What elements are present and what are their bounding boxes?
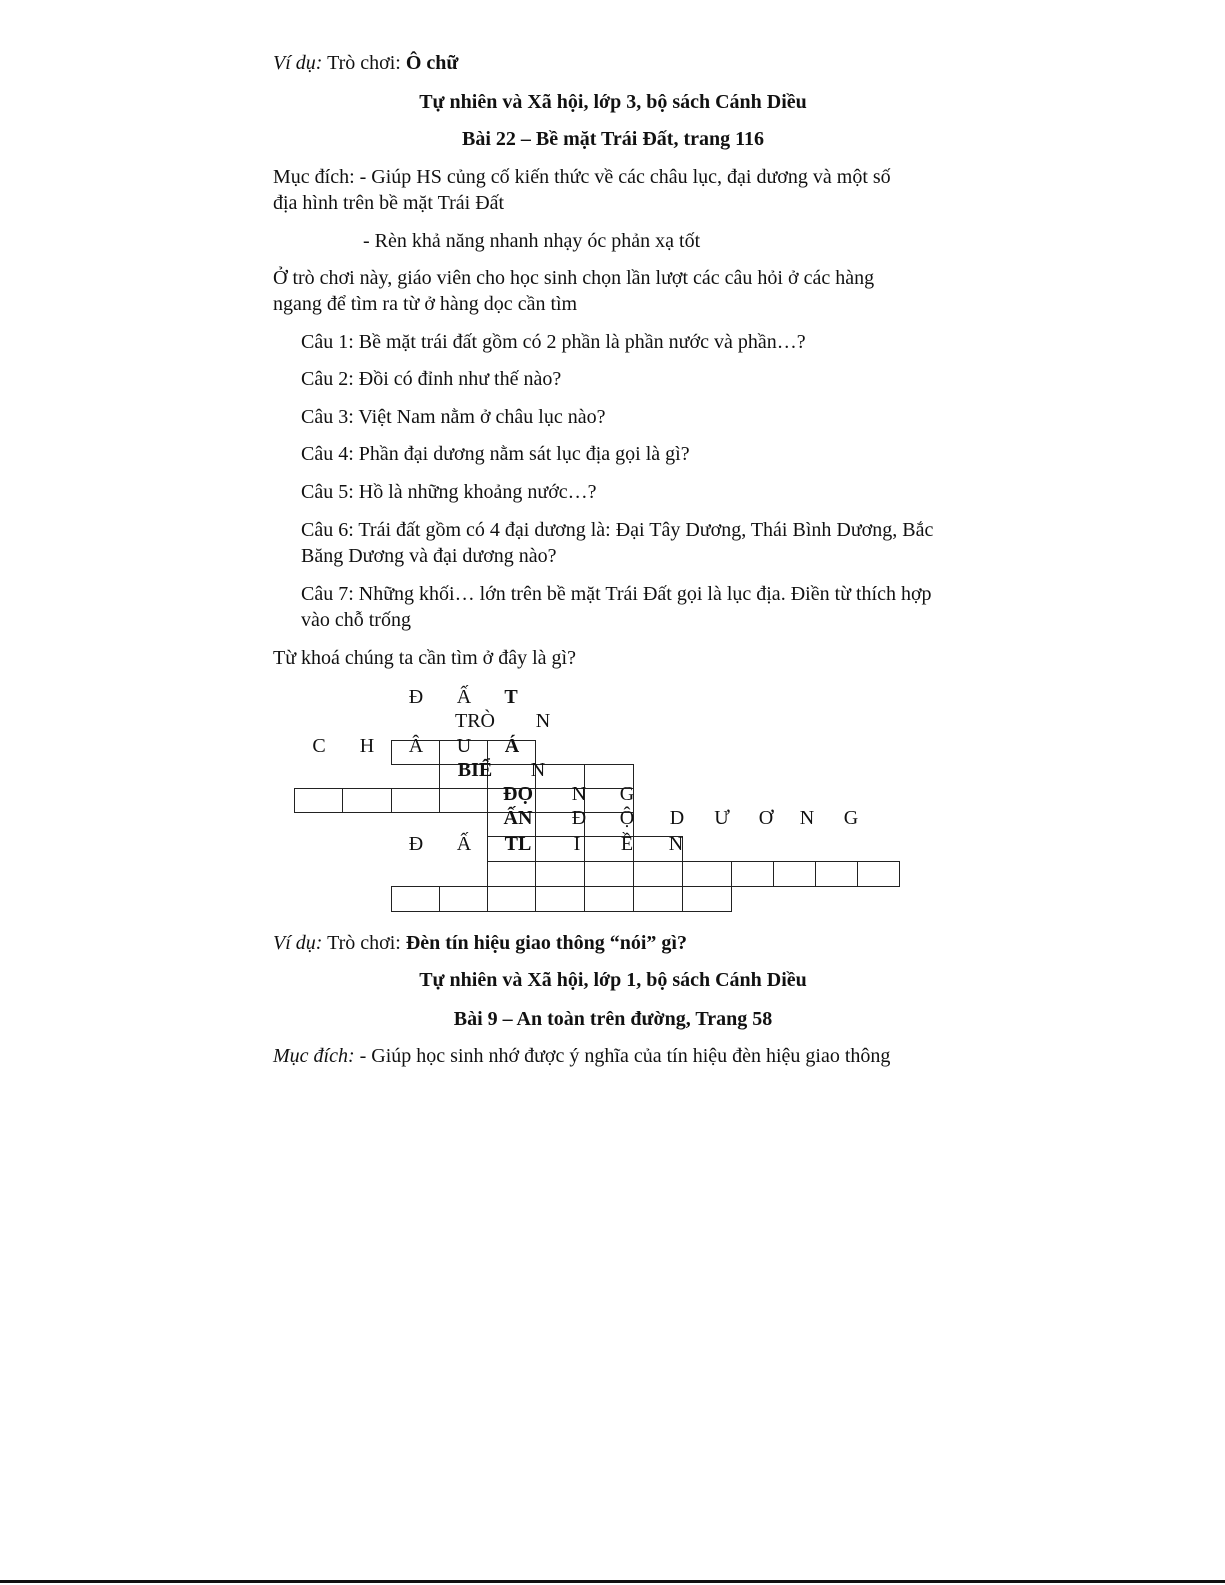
crossword-letter: Ư xyxy=(714,807,730,829)
purpose-line-1: Mục đích: - Giúp HS củng cố kiến thức về các châu lục, đại dương và một số xyxy=(273,166,891,188)
crossword-letter: Đ xyxy=(408,833,424,855)
crossword-cell xyxy=(391,886,440,912)
crossword-cell xyxy=(487,886,536,912)
crossword-letter: D xyxy=(669,807,685,829)
subtitle-4: Bài 9 – An toàn trên đường, Trang 58 xyxy=(453,1008,773,1030)
crossword-letter: Đ xyxy=(408,686,424,708)
intro-line-1: Ở trò chơi này, giáo viên cho học sinh chọn lần lượt các câu hỏi ở các hàng xyxy=(273,267,875,289)
question-5: Câu 5: Hồ là những khoảng nước…? xyxy=(301,481,597,503)
intro-line-2: ngang để tìm ra từ ở hàng dọc cần tìm xyxy=(273,293,578,315)
crossword-letter: Á xyxy=(504,735,520,757)
crossword-letter: Ơ xyxy=(758,807,774,829)
crossword-letter: Ấ xyxy=(456,686,472,708)
crossword-letter: N xyxy=(530,759,546,781)
purpose-line-2: địa hình trên bề mặt Trái Đất xyxy=(273,192,505,214)
crossword-letter: Ấ xyxy=(456,833,472,855)
crossword-cell xyxy=(584,886,634,912)
crossword-letter: N xyxy=(668,833,684,855)
crossword-cell xyxy=(439,886,488,912)
crossword-cell xyxy=(731,861,774,887)
crossword-letter: N xyxy=(571,783,587,805)
crossword-cell xyxy=(857,861,900,887)
crossword-cell xyxy=(815,861,858,887)
purpose-line-3: - Rèn khả năng nhanh nhạy óc phản xạ tốt xyxy=(363,230,701,252)
crossword-cell xyxy=(773,861,816,887)
example-label: Trò chơi: xyxy=(327,52,401,74)
example-prefix: Ví dụ: xyxy=(273,932,323,954)
crossword-letter: ĐỌ xyxy=(503,783,533,805)
question-3: Câu 3: Việt Nam nằm ở châu lục nào? xyxy=(301,406,606,428)
crossword-letter: Ộ xyxy=(619,807,635,829)
keyword-question: Từ khoá chúng ta cần tìm ở đây là gì? xyxy=(273,647,576,669)
crossword-letter: Â xyxy=(408,735,424,757)
question-2: Câu 2: Đồi có đỉnh như thế nào? xyxy=(301,368,562,390)
question-1: Câu 1: Bề mặt trái đất gồm có 2 phần là phần nước và phần…? xyxy=(301,331,806,353)
crossword-letter: G xyxy=(843,807,859,829)
crossword-letter: N xyxy=(799,807,815,829)
crossword-letter: Ề xyxy=(620,833,634,855)
page-bottom-border xyxy=(0,1580,1225,1583)
crossword-letter: Đ xyxy=(571,807,587,829)
question-7: Câu 7: Những khối… lớn trên bề mặt Trái Đất gọi là lục địa. Điền từ thích hợp vào chỗ trống xyxy=(301,583,932,631)
crossword-letter: TL xyxy=(504,833,532,855)
subtitle-2: Bài 22 – Bề mặt Trái Đất, trang 116 xyxy=(461,128,765,150)
crossword-cell xyxy=(535,861,585,887)
subtitle-1: Tự nhiên và Xã hội, lớp 3, bộ sách Cánh Diều xyxy=(419,91,807,113)
crossword-letter: TRÒ xyxy=(455,710,495,732)
crossword-cell xyxy=(682,861,732,887)
subtitle-3: Tự nhiên và Xã hội, lớp 1, bộ sách Cánh Diều xyxy=(419,969,807,991)
crossword-cell xyxy=(294,788,343,813)
crossword-cell xyxy=(682,886,732,912)
crossword-letter: I xyxy=(573,833,581,855)
example-label: Trò chơi: xyxy=(327,932,401,954)
purpose-line-4 xyxy=(273,1043,890,1069)
question-6: Câu 6: Trái đất gồm có 4 đại dương là: Đại Tây Dương, Thái Bình Dương, Bắc Băng Dương và đại dương nào? xyxy=(301,519,934,567)
example-line-1 xyxy=(273,50,458,76)
crossword-cell xyxy=(584,861,634,887)
crossword-cell xyxy=(487,861,536,887)
crossword-cell xyxy=(391,788,440,813)
example-prefix: Ví dụ: xyxy=(273,52,323,74)
example-line-2 xyxy=(273,930,687,956)
crossword-cell xyxy=(439,788,488,813)
crossword-letter: N xyxy=(535,710,551,732)
crossword-cell xyxy=(535,886,585,912)
game-name: Đèn tín hiệu giao thông “nói” gì? xyxy=(405,932,687,954)
crossword-letter: U xyxy=(456,735,472,757)
crossword-letter: G xyxy=(619,783,635,805)
question-4: Câu 4: Phần đại dương nằm sát lục địa gọi là gì? xyxy=(301,443,690,465)
crossword-letter: C xyxy=(312,735,326,757)
crossword-letter: H xyxy=(359,735,375,757)
purpose-text: - Giúp học sinh nhớ được ý nghĩa của tín hiệu đèn hiệu giao thông xyxy=(354,1045,891,1067)
purpose-prefix: Mục đích: xyxy=(273,1045,355,1067)
crossword-letter: ẤN xyxy=(503,807,533,829)
crossword-cell xyxy=(342,788,392,813)
crossword-letter: T xyxy=(504,686,518,708)
crossword-cell xyxy=(633,886,683,912)
crossword-letter: BIỂ xyxy=(457,759,493,781)
crossword-cell xyxy=(633,861,683,887)
game-name: Ô chữ xyxy=(405,52,459,74)
